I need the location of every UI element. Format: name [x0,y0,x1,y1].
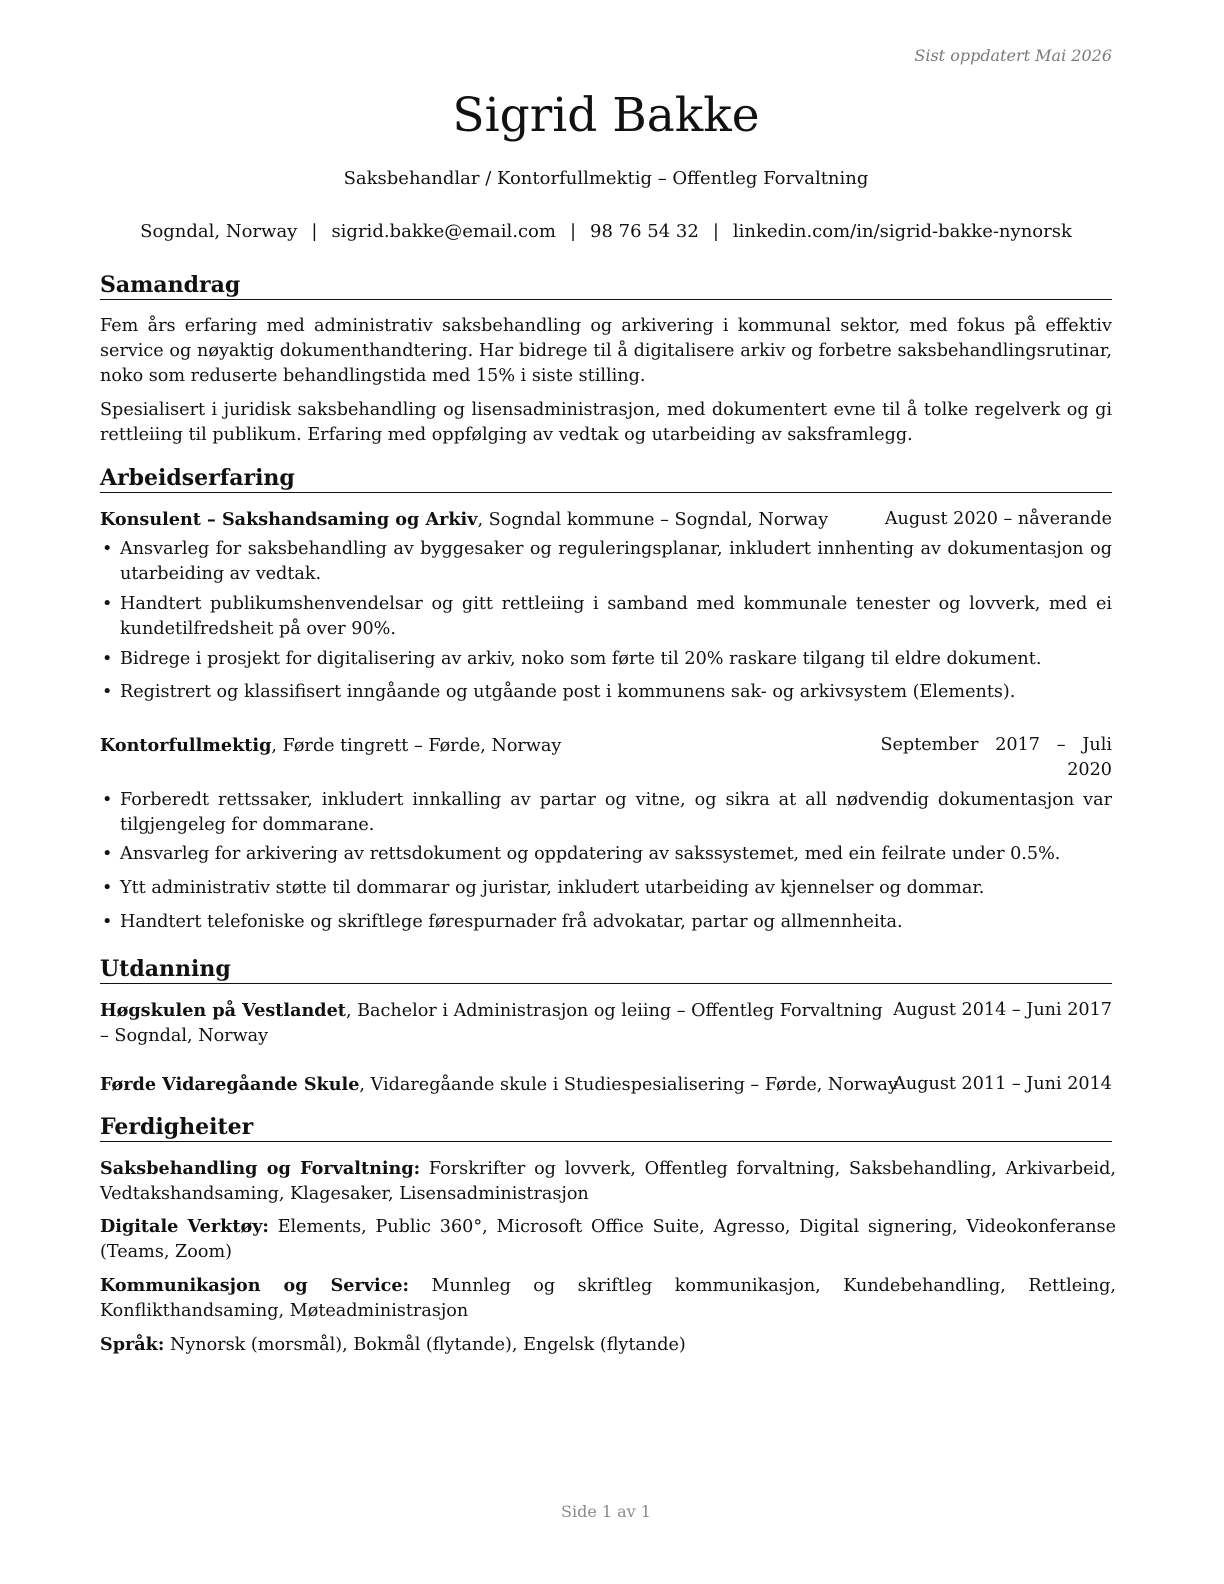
skill-label: Digitale Verktøy: [100,1216,269,1237]
last-updated: Sist oppdatert Mai 2026 [914,46,1112,65]
skill-value: Forskrifter og lovverk, Offentleg forvaltning, Saksbehandling, Arkivarbeid, Vedtakshandsaming, Klagesaker, Lisensadministrasjon [100,1159,1116,1204]
education-item [100,998,1112,1049]
job-header [100,733,1112,780]
job-bullet: • Handtert telefoniske og skriftlege førespurnader frå advokatar, partar og allmennheita. [100,910,1112,935]
education-school: Høgskulen på Vestlandet [100,1000,346,1021]
skill-label: Språk: [100,1334,165,1355]
section-heading-skills: Ferdigheiter [100,1114,1112,1142]
skill-label: Saksbehandling og Forvaltning: [100,1158,421,1179]
skill-row [100,1273,1116,1324]
education-dates: August 2014 – Juni 2017 [893,1000,1112,1020]
job-dates-line1: September 2017 – Juli [880,735,1112,755]
skill-row [100,1332,1116,1358]
education-school: Førde Vidaregåande Skule [100,1074,360,1095]
education-dates: August 2011 – Juni 2014 [893,1074,1112,1094]
skill-row [100,1156,1116,1207]
education-detail: , Bachelor i Administrasjon og leiing – Offentleg Forvaltning – Sogndal, Norway [100,1001,883,1046]
job-employer: , Førde tingrett – Førde, Norway [271,736,562,756]
skill-value: Munnleg og skriftleg kommunikasjon, Kundebehandling, Rettleing, Konflikthandsaming, Møteadministrasjon [100,1276,1116,1321]
contact-separator: | [311,221,318,242]
contact-line [100,221,1112,242]
job-bullet: • Forberedt rettssaker, inkludert innkalling av partar og vitne, og sikra at all nødvendig dokumentasjon var tilgjengeleg for dommarane. [100,788,1112,838]
education-detail: , Vidaregåande skule i Studiespesialisering – Førde, Norway [359,1075,898,1095]
skill-label: Kommunikasjon og Service: [100,1275,410,1296]
contact-phone[interactable]: 98 76 54 32 [590,221,699,242]
person-name: Sigrid Bakke [452,88,760,143]
contact-linkedin[interactable]: linkedin.com/in/sigrid-bakke-nynorsk [732,221,1072,242]
job-role: Kontorfullmektig [100,735,272,756]
job-role: Konsulent – Sakshandsaming og Arkiv [100,509,478,530]
skill-value: Nynorsk (morsmål), Bokmål (flytande), Engelsk (flytande) [164,1335,686,1355]
section-heading-education: Utdanning [100,956,1112,984]
contact-separator: | [712,221,719,242]
job-bullet: • Bidrege i prosjekt for digitalisering av arkiv, noko som førte til 20% raskare tilgang til eldre dokument. [100,647,1112,672]
job-bullet: • Handtert publikumshenvendelsar og gitt rettleiing i samband med kommunale tenester og lovverk, med ei kundetilfredsheit på over 90%. [100,592,1112,642]
section-heading-summary: Samandrag [100,272,1112,300]
job-dates [880,733,1112,783]
job-dates-line2: 2020 [1067,760,1112,780]
job-dates: August 2020 – nåverande [884,509,1112,529]
job-bullet: • Ansvarleg for saksbehandling av byggesaker og reguleringsplanar, inkludert innhenting av dokumentasjon og utarbeiding av vedtak. [100,537,1112,587]
job-bullet: • Ansvarleg for arkivering av rettsdokument og oppdatering av sakssystemet, med ein feilrate under 0.5%. [100,842,1112,867]
contact-separator: | [569,221,577,242]
contact-email[interactable]: sigrid.bakke@email.com [331,221,556,242]
section-heading-experience: Arbeidserfaring [100,465,1112,493]
job-bullet: • Ytt administrativ støtte til dommarar og juristar, inkludert utarbeiding av kjennelser og dommar. [100,876,1112,901]
page-number: Side 1 av 1 [561,1502,651,1521]
education-item [100,1072,1112,1098]
job-header [100,507,1112,533]
skill-value: Elements, Public 360°, Microsoft Office Suite, Agresso, Digital signering, Videokonferanse (Teams, Zoom) [100,1217,1116,1262]
headline: Saksbehandlar / Kontorfullmektig – Offentleg Forvaltning [343,168,869,189]
summary-paragraph-2: Spesialisert i juridisk saksbehandling og lisensadministrasjon, med dokumentert evne til å tolke regelverk og gi rettleiing til publikum. Erfaring med oppfølging av vedtak og utarbeiding av saksframlegg. [100,400,1112,445]
summary-paragraph-1: Fem års erfaring med administrativ saksbehandling og arkivering i kommunal sektor, med fokus på effektiv service og nøyaktig dokumenthandtering. Har bidrege til å digitalisere arkiv og forbetre saksbehandlingsrutinar, noko som reduserte behandlingstida med 15% i siste stilling. [100,316,1112,386]
job-employer: , Sogndal kommune – Sogndal, Norway [477,510,829,530]
job-bullet: • Registrert og klassifisert inngåande og utgåande post i kommunens sak- og arkivsystem (Elements). [100,680,1112,705]
contact-location: Sogndal, Norway [140,221,298,242]
skill-row [100,1214,1116,1265]
